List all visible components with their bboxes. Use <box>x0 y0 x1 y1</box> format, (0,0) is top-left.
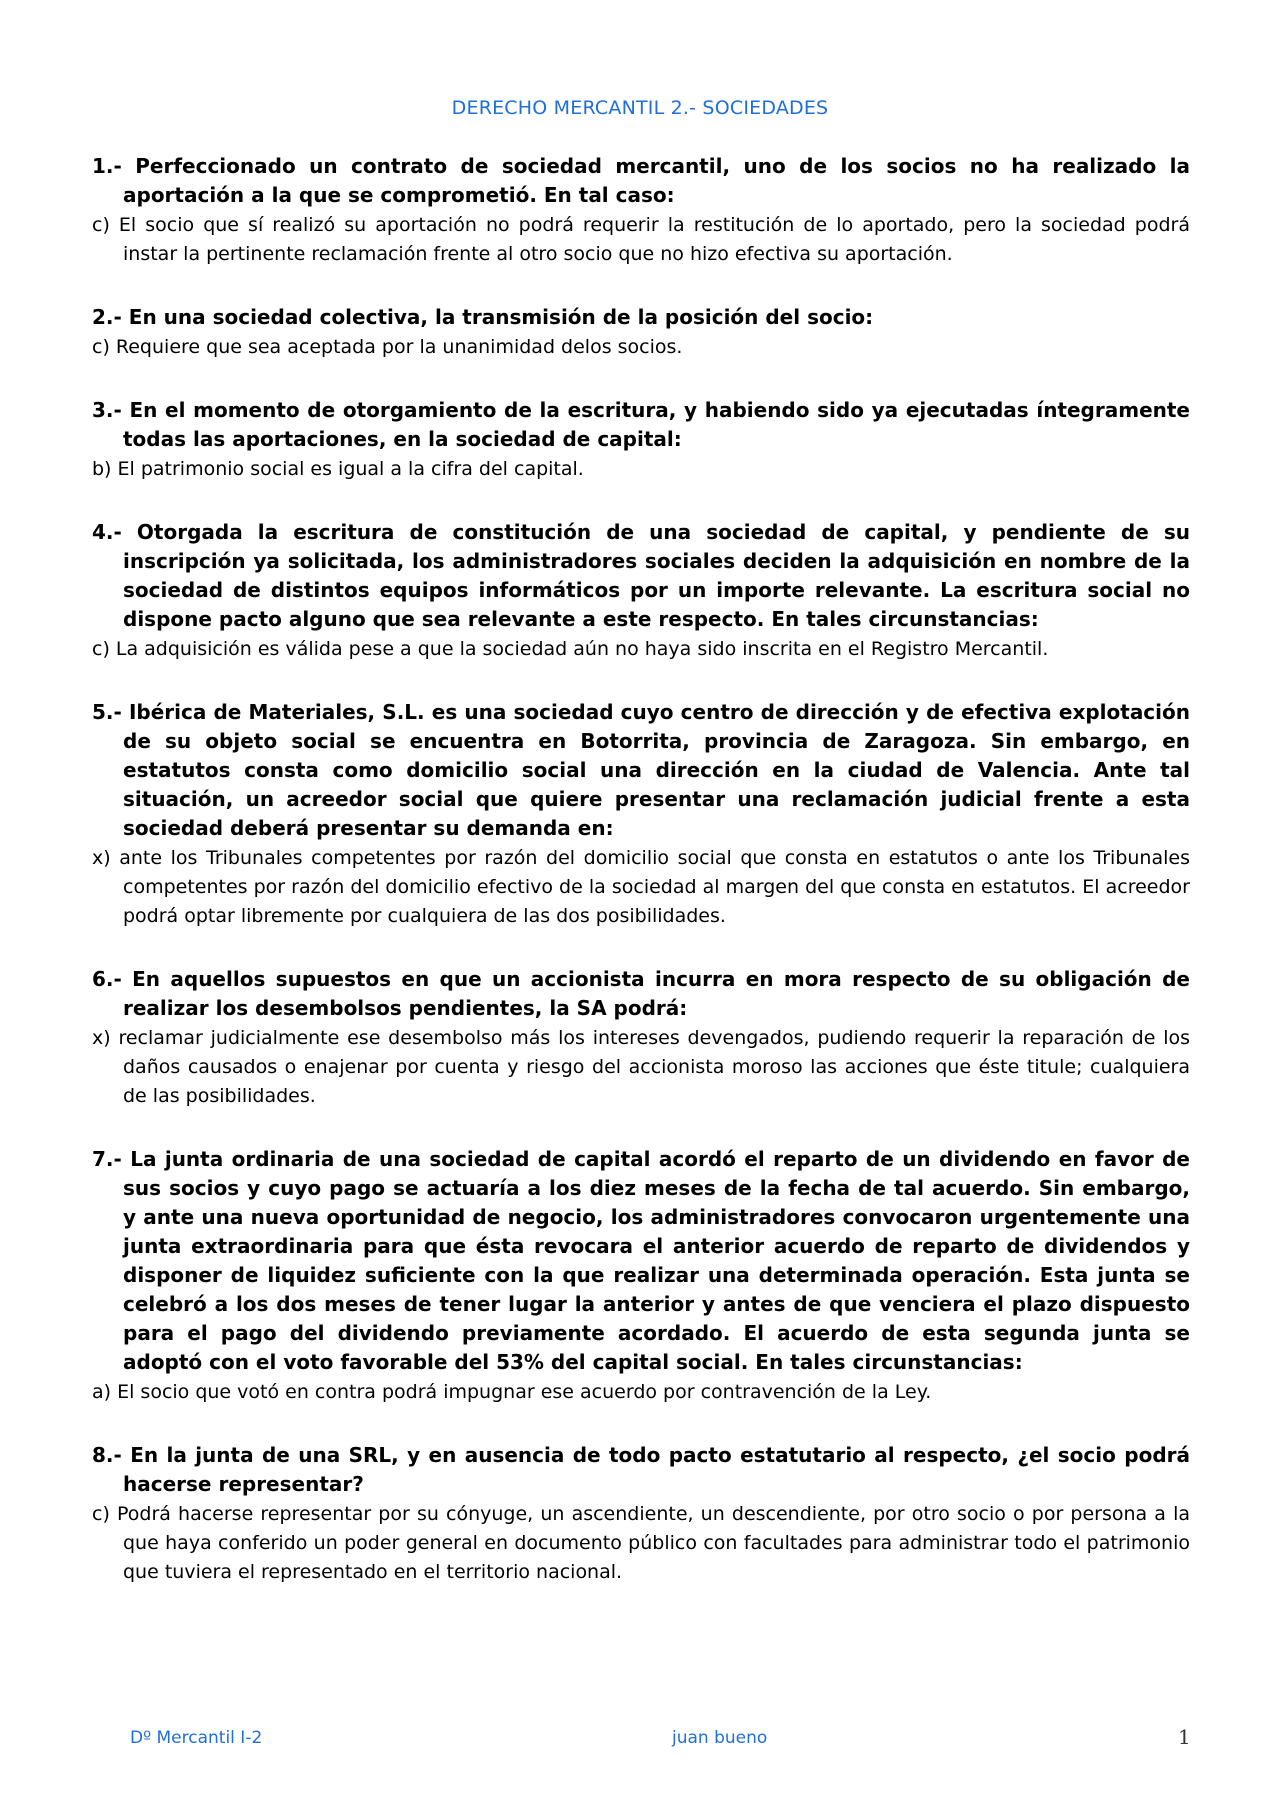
question-item-8 <box>92 1441 1190 1587</box>
question-item-2 <box>92 303 1190 362</box>
page-number: 1 <box>1178 1725 1191 1749</box>
questions-list <box>92 152 1190 1621</box>
question-item-3 <box>92 396 1190 484</box>
question-text: 6.- En aquellos supuestos en que un accionista incurra en mora respecto de su obligación de realizar los desembolsos pendientes, la SA podrá: <box>92 967 1190 1020</box>
answer-text: c) Podrá hacerse representar por su cónyuge, un ascendiente, un descendiente, por otro socio o por persona a la que haya conferido un poder general en documento público con facultades para administrar todo el patrimonio que tuviera el representado en el territorio nacional. <box>92 1503 1190 1583</box>
question-item-4 <box>92 518 1190 664</box>
question-text: 8.- En la junta de una SRL, y en ausencia de todo pacto estatutario al respecto, ¿el socio podrá hacerse representar? <box>92 1443 1190 1496</box>
answer-text: c) La adquisición es válida pese a que la sociedad aún no haya sido inscrita en el Registro Mercantil. <box>92 638 1049 660</box>
answer-text: a) El socio que votó en contra podrá impugnar ese acuerdo por contravención de la Ley. <box>92 1381 932 1403</box>
question-text: 2.- En una sociedad colectiva, la transmisión de la posición del socio: <box>92 305 874 329</box>
question-item-1 <box>92 152 1190 269</box>
answer-text: c) Requiere que sea aceptada por la unanimidad delos socios. <box>92 336 683 358</box>
question-text: 5.- Ibérica de Materiales, S.L. es una sociedad cuyo centro de dirección y de efectiva explotación de su objeto social se encuentra en Botorrita, provincia de Zaragoza. Sin embargo, en estatutos consta como domicilio social una dirección en la ciudad de Valencia. Ante tal situación, un acreedor social que quiere presentar una reclamación judicial frente a esta sociedad deberá presentar su demanda en: <box>92 700 1190 840</box>
question-text: 3.- En el momento de otorgamiento de la escritura, y habiendo sido ya ejecutadas íntegramente todas las aportaciones, en la sociedad de capital: <box>92 398 1190 451</box>
question-text: 4.- Otorgada la escritura de constitución de una sociedad de capital, y pendiente de su inscripción ya solicitada, los administradores sociales deciden la adquisición en nombre de la sociedad de distintos equipos informáticos por un importe relevante. La escritura social no dispone pacto alguno que sea relevante a este respecto. En tales circunstancias: <box>92 520 1190 631</box>
document-title: DERECHO MERCANTIL 2.- SOCIEDADES <box>451 97 829 119</box>
footer-author: juan bueno <box>672 1728 768 1748</box>
question-item-5 <box>92 698 1190 931</box>
answer-text: c) El socio que sí realizó su aportación no podrá requerir la restitución de lo aportado, pero la sociedad podrá instar la pertinente reclamación frente al otro socio que no hizo efectiva su aportación. <box>92 214 1190 265</box>
question-text: 1.- Perfeccionado un contrato de sociedad mercantil, uno de los socios no ha realizado la aportación a la que se comprometió. En tal caso: <box>92 154 1190 207</box>
answer-text: x) ante los Tribunales competentes por razón del domicilio social que consta en estatutos o ante los Tribunales competentes por razón del domicilio efectivo de la sociedad al margen del que consta en estatutos. El acreedor podrá optar libremente por cualquiera de las dos posibilidades. <box>92 847 1190 927</box>
footer-course-label: Dº Mercantil I-2 <box>130 1728 263 1748</box>
question-item-6 <box>92 965 1190 1111</box>
page-footer <box>0 1725 1280 1752</box>
question-item-7 <box>92 1145 1190 1407</box>
answer-text: x) reclamar judicialmente ese desembolso más los intereses devengados, pudiendo requerir la reparación de los daños causados o enajenar por cuenta y riesgo del accionista moroso las acciones que éste titule; cualquiera de las posibilidades. <box>92 1027 1190 1107</box>
question-text: 7.- La junta ordinaria de una sociedad de capital acordó el reparto de un dividendo en favor de sus socios y cuyo pago se actuaría a los diez meses de la fecha de tal acuerdo. Sin embargo, y ante una nueva oportunidad de negocio, los administradores convocaron urgentemente una junta extraordinaria para que ésta revocara el anterior acuerdo de reparto de dividendos y disponer de liquidez suficiente con la que realizar una determinada operación. Esta junta se celebró a los dos meses de tener lugar la anterior y antes de que venciera el plazo dispuesto para el pago del dividendo previamente acordado. El acuerdo de esta segunda junta se adoptó con el voto favorable del 53% del capital social. En tales circunstancias: <box>92 1147 1190 1374</box>
answer-text: b) El patrimonio social es igual a la cifra del capital. <box>92 458 584 480</box>
